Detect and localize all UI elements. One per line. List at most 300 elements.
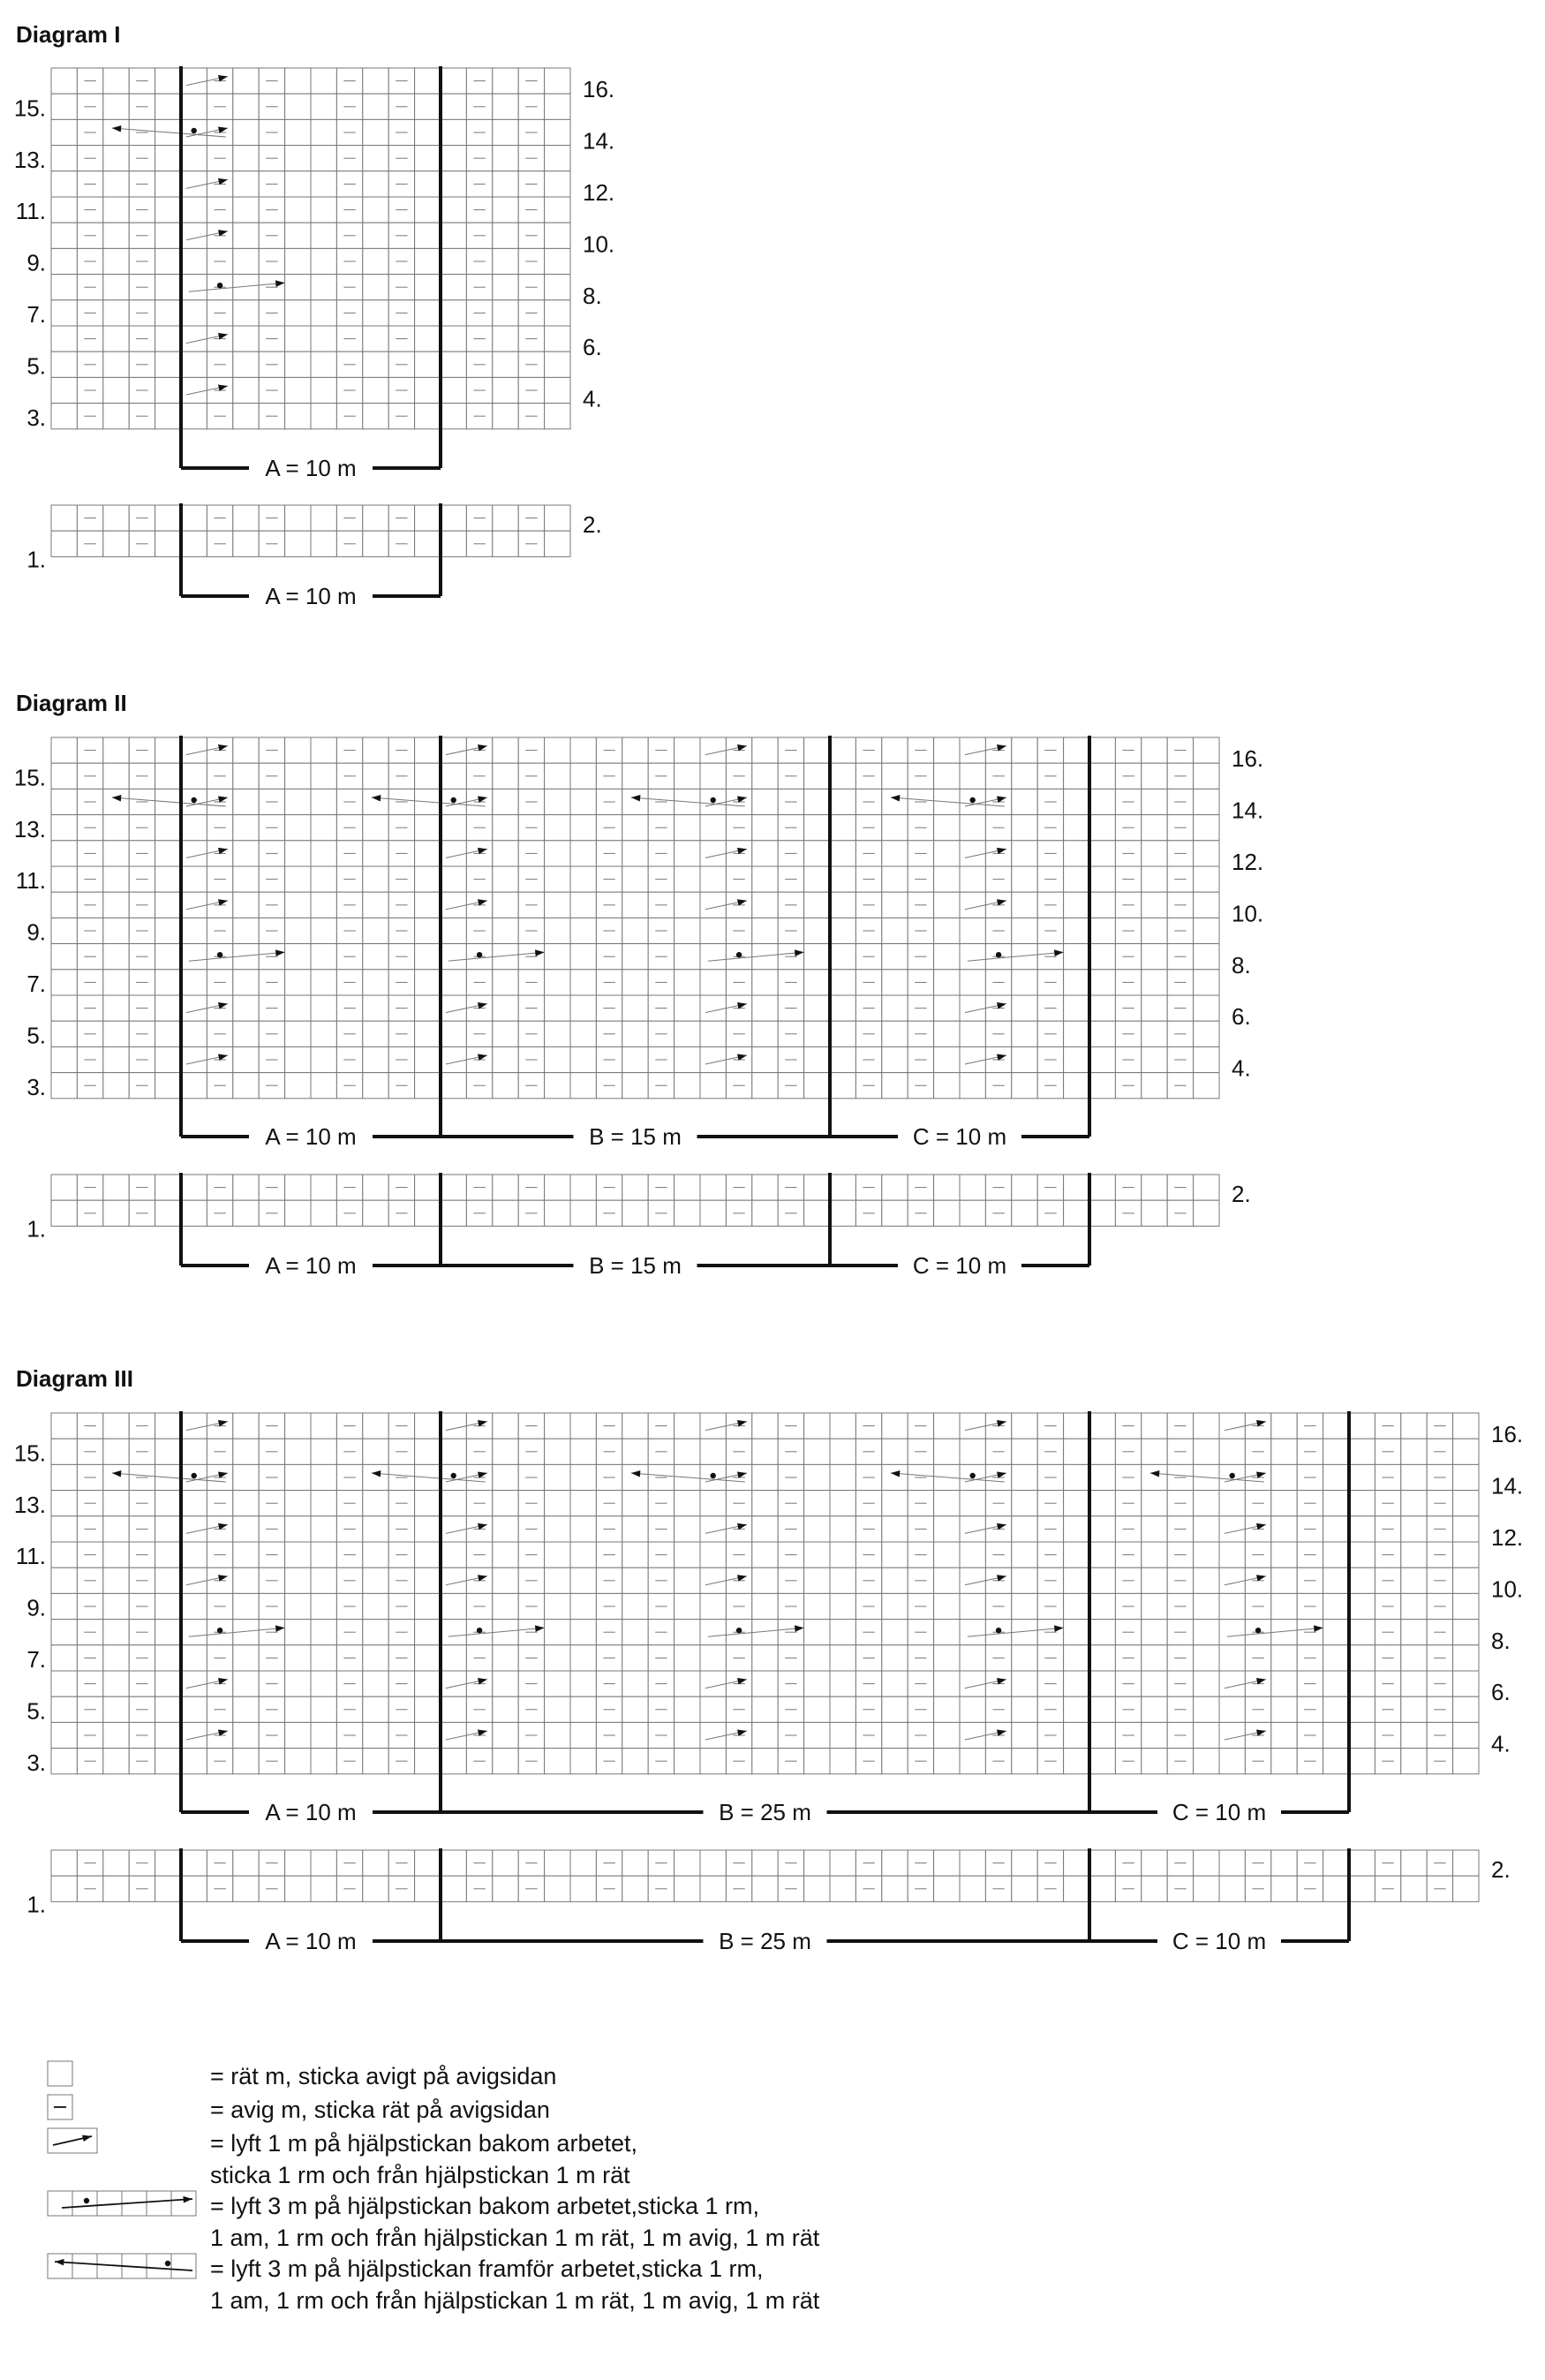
chart-cell [415, 737, 441, 763]
chart-cell [441, 1542, 466, 1568]
chart-cell [570, 841, 596, 866]
chart-cell [103, 1671, 129, 1696]
chart-cell [285, 248, 311, 274]
chart-cell [311, 1542, 336, 1568]
chart-cell [181, 892, 207, 918]
chart-cell [311, 1200, 336, 1226]
chart-cell [311, 94, 336, 119]
chart-cell [441, 815, 466, 841]
chart-cell [1142, 1749, 1167, 1774]
chart-cell [934, 1073, 960, 1099]
chart-cell [363, 326, 388, 351]
chart-cell [415, 866, 441, 892]
legend-text: = lyft 1 m på hjälpstickan bakom arbetet, [210, 2130, 637, 2157]
chart-cell [804, 1876, 830, 1901]
chart-cell [233, 1568, 259, 1593]
chart-cell [700, 1491, 726, 1516]
chart-cell [363, 1645, 388, 1671]
chart-cell [882, 1593, 908, 1619]
chart-cell [441, 944, 466, 970]
chart-cell [1323, 1850, 1349, 1876]
chart-cell [882, 1516, 908, 1542]
chart-cell [311, 866, 336, 892]
chart-cell [311, 119, 336, 145]
chart-cell [1142, 970, 1167, 995]
chart-cell [934, 1021, 960, 1046]
chart-cell [830, 1645, 855, 1671]
chart-cell [103, 1439, 129, 1464]
chart-cell [1012, 1542, 1037, 1568]
chart-cell [415, 1175, 441, 1200]
chart-cell [882, 1722, 908, 1748]
chart-cell [155, 1696, 181, 1722]
chart-cell [545, 1542, 570, 1568]
chart-cell [285, 1046, 311, 1072]
chart-cell [51, 275, 77, 300]
chart-cell [103, 1876, 129, 1901]
chart-cell [285, 171, 311, 197]
chart-cell [1349, 1620, 1375, 1645]
chart-cell [1349, 1749, 1375, 1774]
chart-cell [415, 197, 441, 223]
chart-cell [441, 531, 466, 556]
chart-cell [752, 970, 778, 995]
chart-cell [51, 1671, 77, 1696]
chart-cell [1089, 1722, 1115, 1748]
chart-cell [570, 1749, 596, 1774]
chart-cell [700, 737, 726, 763]
chart-cell [441, 841, 466, 866]
chart-cell [51, 94, 77, 119]
chart-cell [882, 1542, 908, 1568]
chart-cell [675, 1722, 700, 1748]
chart-cell [830, 789, 855, 814]
chart-cell [285, 531, 311, 556]
legend-cell [72, 2254, 97, 2278]
chart-cell [1453, 1593, 1479, 1619]
chart-cell [830, 1671, 855, 1696]
chart-cell [1194, 1620, 1219, 1645]
chart-cell [1194, 1200, 1219, 1226]
chart-cell [1142, 1516, 1167, 1542]
chart-cell [545, 326, 570, 351]
chart-cell [1012, 1568, 1037, 1593]
chart-cell [675, 1696, 700, 1722]
chart-cell [493, 1542, 518, 1568]
chart-cell [155, 995, 181, 1021]
chart-cell [622, 1021, 648, 1046]
legend-text: 1 am, 1 rm och från hjälpstickan 1 m rät, 1 m avig, 1 m rät [210, 2225, 820, 2251]
chart-cell [285, 866, 311, 892]
repeat-label: A = 10 m [265, 1252, 357, 1279]
chart-cell [415, 248, 441, 274]
chart-cell [493, 995, 518, 1021]
chart-cell [181, 918, 207, 943]
chart-cell [493, 892, 518, 918]
chart-cell [545, 146, 570, 171]
cable-dot [736, 1628, 742, 1633]
row-label-left: 5. [26, 1697, 46, 1725]
chart-cell [415, 841, 441, 866]
chart-cell [415, 1200, 441, 1226]
chart-cell [51, 197, 77, 223]
chart-cell [804, 1542, 830, 1568]
chart-cell [155, 944, 181, 970]
chart-cell [51, 300, 77, 326]
chart-cell [363, 866, 388, 892]
chart-cell [363, 1696, 388, 1722]
row-label-right: 10. [1232, 900, 1264, 927]
chart-cell [363, 1413, 388, 1439]
chart-cell [493, 351, 518, 377]
chart-cell [700, 1200, 726, 1226]
chart-cell [415, 1021, 441, 1046]
chart-cell [363, 351, 388, 377]
chart-cell [51, 377, 77, 403]
legend-text: sticka 1 rm och från hjälpstickan 1 m rät [210, 2162, 630, 2188]
chart-cell [493, 815, 518, 841]
chart-cell [545, 1645, 570, 1671]
chart-cell [311, 68, 336, 94]
chart-cell [1194, 918, 1219, 943]
chart-cell [1323, 1593, 1349, 1619]
chart-cell [285, 763, 311, 789]
chart-cell [934, 737, 960, 763]
chart-cell [441, 1645, 466, 1671]
chart-cell [934, 1593, 960, 1619]
chart-cell [233, 841, 259, 866]
chart-cell [545, 1749, 570, 1774]
chart-cell [1194, 1671, 1219, 1696]
chart-cell [441, 1046, 466, 1072]
chart-cell [181, 1516, 207, 1542]
chart-cell [155, 351, 181, 377]
chart-cell [51, 763, 77, 789]
chart-cell [311, 841, 336, 866]
chart-cell [51, 789, 77, 814]
chart-cell [103, 404, 129, 429]
chart-cell [570, 1464, 596, 1490]
chart-cell [830, 1568, 855, 1593]
chart-cell [675, 1439, 700, 1464]
chart-cell [570, 892, 596, 918]
legend [48, 2061, 820, 2314]
chart-cell [545, 171, 570, 197]
chart-cell [363, 1073, 388, 1099]
chart-cell [285, 1722, 311, 1748]
chart-cell [363, 300, 388, 326]
chart-cell [311, 1722, 336, 1748]
chart-cell [311, 351, 336, 377]
chart-cell [700, 1542, 726, 1568]
row-label-left: 15. [13, 1439, 46, 1467]
chart-cell [1142, 1413, 1167, 1439]
row-label-left: 13. [13, 815, 46, 842]
chart-cell [181, 275, 207, 300]
chart-cell [804, 1021, 830, 1046]
repeat-label: A = 10 m [265, 1799, 357, 1825]
chart-cell [675, 866, 700, 892]
chart-cell [103, 1464, 129, 1490]
chart-cell [311, 737, 336, 763]
chart-cell [675, 841, 700, 866]
chart-cell [363, 1491, 388, 1516]
chart-cell [1064, 815, 1089, 841]
chart-cell [830, 1850, 855, 1876]
chart-cell [155, 815, 181, 841]
chart-cell [285, 789, 311, 814]
chart-cell [415, 918, 441, 943]
chart-cell [493, 1850, 518, 1876]
chart-cell [830, 763, 855, 789]
chart-cell [441, 94, 466, 119]
chart-cell [960, 1722, 985, 1748]
chart-cell [545, 1175, 570, 1200]
chart-cell [1401, 1413, 1427, 1439]
chart-cell [363, 248, 388, 274]
chart-cell [1142, 1175, 1167, 1200]
chart-cell [155, 505, 181, 531]
chart-cell [441, 866, 466, 892]
chart-cell [545, 223, 570, 248]
chart-cell [934, 1413, 960, 1439]
legend-cell [147, 2191, 171, 2216]
chart-cell [441, 171, 466, 197]
chart-cell [960, 1645, 985, 1671]
chart-cell [1064, 1542, 1089, 1568]
row-label-left: 11. [15, 1543, 46, 1570]
chart-cell [285, 737, 311, 763]
chart-cell [441, 1021, 466, 1046]
chart-cell [51, 1073, 77, 1099]
chart-cell [363, 1671, 388, 1696]
chart-cell [51, 1645, 77, 1671]
chart-cell [1089, 866, 1115, 892]
chart-cell [441, 1175, 466, 1200]
chart-cell [311, 404, 336, 429]
chart-cell [934, 1439, 960, 1464]
chart-cell [545, 1464, 570, 1490]
chart-cell [752, 1542, 778, 1568]
chart-cell [882, 789, 908, 814]
chart-cell [570, 1593, 596, 1619]
chart-cell [1142, 1464, 1167, 1490]
chart-cell [103, 1593, 129, 1619]
chart-cell [882, 1671, 908, 1696]
diagram-title: Diagram II [16, 690, 127, 716]
chart-cell [545, 377, 570, 403]
chart-cell [415, 223, 441, 248]
chart-cell [181, 1620, 207, 1645]
chart-cell [1401, 1568, 1427, 1593]
chart-cell [622, 1439, 648, 1464]
chart-cell [285, 300, 311, 326]
chart-cell [1323, 1620, 1349, 1645]
chart-cell [1089, 815, 1115, 841]
chart-cell [752, 1696, 778, 1722]
chart-cell [1089, 1696, 1115, 1722]
chart-cell [675, 1542, 700, 1568]
chart-cell [363, 505, 388, 531]
chart-cell [285, 1073, 311, 1099]
chart-cell [311, 171, 336, 197]
chart-cell [493, 223, 518, 248]
chart-cell [700, 1749, 726, 1774]
chart-cell [1194, 841, 1219, 866]
chart-cell [675, 1046, 700, 1072]
chart-cell [311, 1073, 336, 1099]
chart-cell [804, 1593, 830, 1619]
chart-cell [882, 1568, 908, 1593]
row-label-left: 7. [26, 1646, 46, 1673]
chart-cell [1194, 1413, 1219, 1439]
chart-cell [622, 1645, 648, 1671]
chart-cell [1142, 1021, 1167, 1046]
chart-cell [155, 68, 181, 94]
chart-cell [51, 1542, 77, 1568]
chart-cell [155, 248, 181, 274]
chart-cell [830, 1542, 855, 1568]
chart-cell [752, 737, 778, 763]
chart-cell [441, 1413, 466, 1439]
row-label-right: 16. [583, 76, 615, 103]
chart-cell [700, 995, 726, 1021]
chart-cell [960, 866, 985, 892]
chart-cell [1089, 1671, 1115, 1696]
chart-cell [51, 1464, 77, 1490]
chart-cell [181, 1073, 207, 1099]
chart-cell [363, 1749, 388, 1774]
chart-cell [363, 404, 388, 429]
chart-cell [285, 146, 311, 171]
chart-cell [493, 1200, 518, 1226]
chart-cell [155, 1593, 181, 1619]
chart-cell [103, 1073, 129, 1099]
chart-cell [415, 68, 441, 94]
chart-cell [51, 866, 77, 892]
chart-cell [493, 326, 518, 351]
chart-cell [752, 892, 778, 918]
chart-cell [934, 1645, 960, 1671]
chart-cell [752, 1046, 778, 1072]
chart-cell [675, 944, 700, 970]
chart-cell [493, 1516, 518, 1542]
chart-cell [934, 1568, 960, 1593]
chart-cell [1349, 1464, 1375, 1490]
chart-cell [363, 1542, 388, 1568]
chart-cell [804, 866, 830, 892]
chart-cell [1064, 1696, 1089, 1722]
chart-cell [103, 197, 129, 223]
chart-cell [1012, 1749, 1037, 1774]
chart-cell [675, 1749, 700, 1774]
chart-cell [51, 944, 77, 970]
chart-cell [233, 1749, 259, 1774]
chart-cell [181, 351, 207, 377]
chart-cell [545, 995, 570, 1021]
chart-cell [51, 171, 77, 197]
chart-cell [882, 1620, 908, 1645]
chart-cell [882, 1175, 908, 1200]
chart-cell [960, 970, 985, 995]
legend-symbol-cable-2 [48, 2128, 97, 2153]
chart-cell [1064, 789, 1089, 814]
chart-cell [311, 248, 336, 274]
chart-cell [441, 1876, 466, 1901]
chart-cell [622, 1413, 648, 1439]
chart-cell [675, 763, 700, 789]
chart-cell [1453, 1722, 1479, 1748]
chart-cell [493, 94, 518, 119]
chart-cell [415, 995, 441, 1021]
chart-cell [311, 300, 336, 326]
chart-cell [1089, 1749, 1115, 1774]
chart-cell [934, 918, 960, 943]
chart-cell [51, 351, 77, 377]
chart-cell [103, 1491, 129, 1516]
chart-cell [752, 1413, 778, 1439]
chart-cell [1012, 866, 1037, 892]
main-chart-grid [51, 737, 1219, 1099]
chart-cell [830, 1516, 855, 1542]
chart-cell [752, 1876, 778, 1901]
chart-cell [1401, 1876, 1427, 1901]
chart-cell [1012, 1696, 1037, 1722]
chart-cell [155, 892, 181, 918]
chart-cell [700, 1046, 726, 1072]
chart-cell [622, 815, 648, 841]
chart-cell [493, 404, 518, 429]
chart-cell [752, 1645, 778, 1671]
chart-cell [1064, 1439, 1089, 1464]
chart-cell [493, 789, 518, 814]
chart-cell [285, 197, 311, 223]
chart-cell [285, 326, 311, 351]
chart-cell [1453, 1464, 1479, 1490]
chart-cell [103, 223, 129, 248]
main-chart-grid [51, 1413, 1479, 1774]
chart-cell [1012, 1876, 1037, 1901]
row-label-left: 11. [15, 198, 46, 225]
chart-cell [363, 275, 388, 300]
row-label-right: 12. [1232, 849, 1264, 875]
chart-cell [960, 1413, 985, 1439]
chart-cell [570, 1876, 596, 1901]
chart-cell [1064, 1671, 1089, 1696]
chart-cell [1453, 1620, 1479, 1645]
chart-cell [882, 918, 908, 943]
chart-cell [441, 68, 466, 94]
chart-cell [804, 1722, 830, 1748]
chart-cell [960, 1200, 985, 1226]
chart-cell [181, 995, 207, 1021]
chart-cell [311, 275, 336, 300]
chart-cell [155, 1645, 181, 1671]
chart-cell [545, 1200, 570, 1226]
chart-cell [493, 505, 518, 531]
chart-cell [51, 1850, 77, 1876]
chart-cell [233, 866, 259, 892]
chart-cell [233, 1413, 259, 1439]
chart-cell [1142, 1671, 1167, 1696]
chart-cell [1453, 1491, 1479, 1516]
chart-cell [233, 970, 259, 995]
chart-cell [1089, 944, 1115, 970]
chart-cell [622, 1749, 648, 1774]
chart-cell [1401, 1850, 1427, 1876]
chart-cell [960, 1516, 985, 1542]
chart-cell [882, 892, 908, 918]
